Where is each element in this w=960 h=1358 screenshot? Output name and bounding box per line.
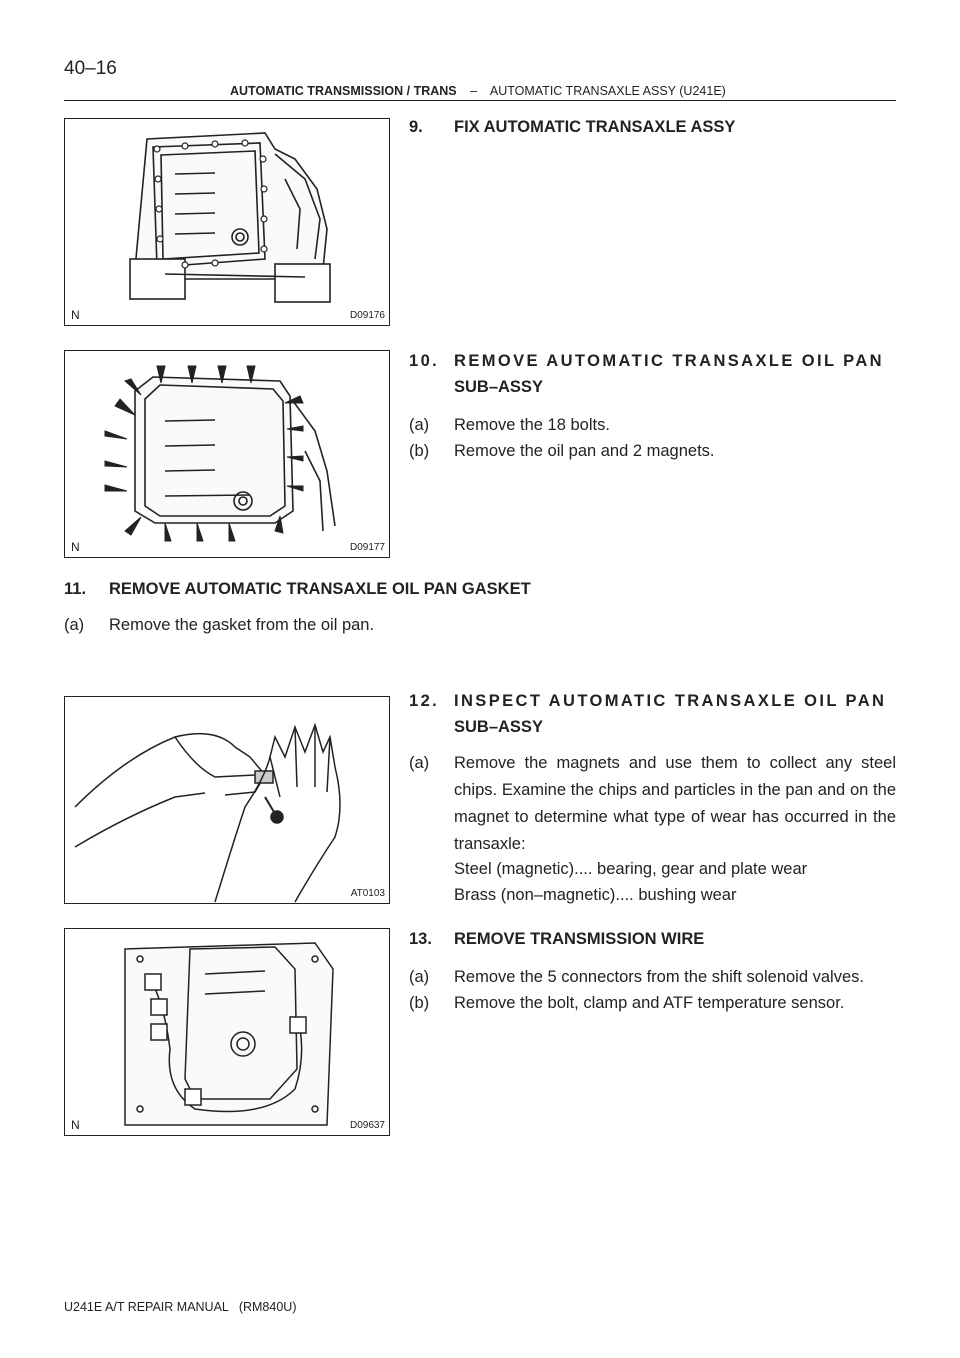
sub-text: Remove the gasket from the oil pan. (109, 616, 375, 634)
step-10-sub-b (409, 438, 899, 465)
sub-label: (b) (409, 994, 430, 1012)
step-12-title-line2: SUB–ASSY (454, 718, 543, 736)
sub-text: Remove the oil pan and 2 magnets. (454, 442, 715, 460)
sub-label: (b) (409, 442, 430, 460)
header-rule (64, 100, 896, 101)
figure-code: AT0103 (350, 888, 385, 899)
step-11-number: 11. (64, 580, 87, 598)
sub-text: Remove the bolt, clamp and ATF temperature sensor. (454, 994, 845, 1012)
step-12-steel-note: Steel (magnetic).... bearing, gear and plate wear (454, 860, 808, 878)
sub-label: (a) (64, 616, 85, 634)
step-12-brass-note: Brass (non–magnetic).... bushing wear (454, 886, 737, 904)
step-10-title-line1: REMOVE AUTOMATIC TRANSAXLE OIL PAN (454, 352, 884, 370)
figure-transmission-wire (64, 928, 390, 1136)
oil-pan-illustration (65, 351, 389, 557)
figure-transaxle-fixed (64, 118, 390, 326)
step-10-sub-a (409, 412, 899, 439)
page-footer: U241E A/T REPAIR MANUAL (RM840U) (64, 1300, 297, 1314)
step-11-title: REMOVE AUTOMATIC TRANSAXLE OIL PAN GASKET (109, 580, 531, 598)
step-13-number: 13. (409, 930, 432, 948)
figure-marker: N (71, 1118, 80, 1132)
sub-text: Remove the 5 connectors from the shift solenoid valves. (454, 968, 864, 986)
page-number: 40–16 (64, 58, 117, 79)
sub-label: (a) (409, 754, 430, 772)
step-12-sub-a (409, 750, 899, 860)
step-12-title-line1: INSPECT AUTOMATIC TRANSAXLE OIL PAN (454, 692, 887, 710)
transaxle-illustration (65, 119, 389, 325)
step-13-sub-b (409, 990, 899, 1017)
step-9-number: 9. (409, 118, 423, 136)
step-12-number: 12. (409, 692, 440, 710)
header-subsection: AUTOMATIC TRANSAXLE ASSY (U241E) (489, 84, 726, 98)
valve-body-illustration (65, 929, 389, 1135)
sub-label: (a) (409, 968, 430, 986)
sub-text: Remove the 18 bolts. (454, 416, 610, 434)
figure-magnet-inspection (64, 696, 390, 904)
figure-code: D09637 (349, 1120, 385, 1131)
figure-marker: N (71, 540, 80, 554)
sub-label: (a) (409, 416, 430, 434)
step-9-title: FIX AUTOMATIC TRANSAXLE ASSY (454, 118, 736, 136)
figure-oil-pan-bolts (64, 350, 390, 558)
step-13-title: REMOVE TRANSMISSION WIRE (454, 930, 705, 948)
figure-code: D09177 (349, 542, 385, 553)
figure-code: D09176 (349, 310, 385, 321)
figure-marker: N (71, 308, 80, 322)
step-10-title-line2: SUB–ASSY (454, 378, 543, 396)
running-header (230, 84, 726, 98)
sub-text: Remove the magnets and use them to collect any steel chips. Examine the chips and particles in the pan and on the magnet to determine what type of wear has occurred in the transaxle: (454, 754, 896, 853)
step-11-sub-a (64, 612, 554, 639)
step-10-number: 10. (409, 352, 440, 370)
step-13-sub-a (409, 964, 899, 991)
hands-illustration (65, 697, 389, 903)
header-section: AUTOMATIC TRANSMISSION / TRANS (230, 84, 457, 98)
header-separator: – (470, 84, 478, 98)
